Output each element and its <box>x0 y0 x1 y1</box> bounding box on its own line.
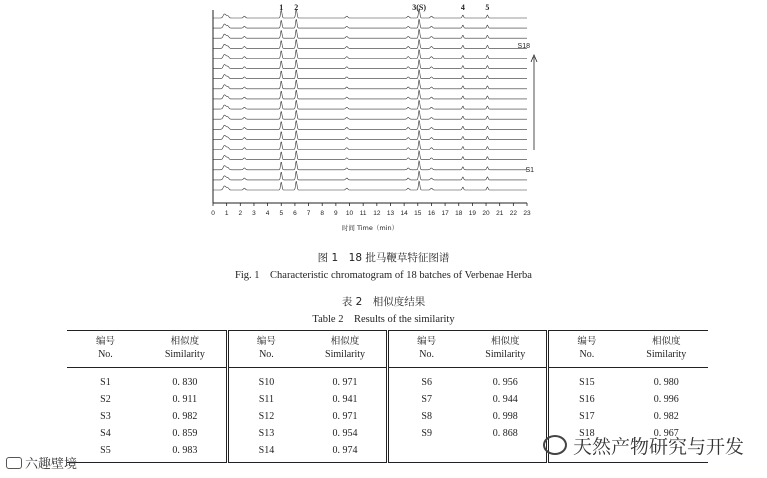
cell-no <box>387 442 464 463</box>
peak-label: 5 <box>485 3 490 12</box>
figure-caption-cn: 图 1 18 批马鞭草特征图谱 <box>317 252 450 264</box>
trace-line <box>213 19 527 28</box>
x-tick-label: 21 <box>496 210 504 217</box>
cell-similarity: 0. 971 <box>304 368 387 392</box>
cell-similarity: 0. 982 <box>653 411 679 422</box>
x-tick-label: 22 <box>509 210 517 217</box>
table-caption-en: Table 2 Results of the similarity <box>312 314 455 325</box>
watermark-right: 天然产物研究与开发 <box>543 432 744 459</box>
cell-no: S11 <box>258 394 275 405</box>
x-tick-label: 1 <box>224 210 229 217</box>
trace-line <box>213 70 527 79</box>
x-tick-label: 14 <box>400 210 408 217</box>
x-tick-label: 10 <box>345 210 354 217</box>
wechat-icon <box>543 435 567 455</box>
x-tick-label: 3 <box>252 210 256 217</box>
watermark-left: 六趣壁境 <box>6 453 77 472</box>
cell-no: S5 <box>67 442 144 463</box>
trace-line <box>213 100 527 109</box>
trace-line <box>213 181 527 190</box>
cell-no: S9 <box>421 428 432 439</box>
cell-no: S3 <box>100 411 111 422</box>
cell-similarity: 0. 980 <box>653 377 679 388</box>
header-no: 编号 No. <box>67 331 144 368</box>
x-tick-label: 20 <box>482 210 490 217</box>
table-header-row <box>67 331 708 368</box>
cell-no: S7 <box>421 394 432 405</box>
header-similarity: 相似度 Similarity <box>304 331 387 368</box>
x-tick-label: 13 <box>386 210 395 217</box>
x-tick-label: 4 <box>265 210 270 217</box>
table-row <box>67 368 708 392</box>
trace-label-s1: S1 <box>525 167 534 174</box>
cell-no: S14 <box>227 442 304 463</box>
figure-caption-en: Fig. 1 Characteristic chromatogram of 18 batches of Verbenae Herba <box>235 270 532 281</box>
cell-similarity: 0. 954 <box>304 425 387 442</box>
x-tick-label: 12 <box>373 210 381 217</box>
cell-no: S18 <box>579 428 595 439</box>
cell-no: S1 <box>100 377 111 388</box>
cell-no: S2 <box>100 394 111 405</box>
x-tick-label: 8 <box>320 210 325 217</box>
peak-label: 4 <box>460 3 465 12</box>
trace-line <box>213 50 527 59</box>
cell-similarity: 0. 830 <box>144 368 227 392</box>
cell-similarity: 0. 998 <box>464 408 547 425</box>
header-similarity: 相似度 Similarity <box>144 331 227 368</box>
trace-line <box>213 40 527 49</box>
x-tick-label: 6 <box>293 210 297 217</box>
cell-no: S15 <box>579 377 595 388</box>
cell-no: S12 <box>258 411 275 422</box>
cell-no: S13 <box>258 428 275 439</box>
trace-line <box>213 29 527 38</box>
cell-similarity: 0. 967 <box>653 428 679 439</box>
cell-similarity: 0. 996 <box>653 394 679 405</box>
table-row <box>67 391 708 408</box>
header-no: 编号 No. <box>387 331 464 368</box>
peak-label: 3(S) <box>412 3 427 12</box>
cell-no: S4 <box>100 428 111 439</box>
x-tick-label: 9 <box>334 210 338 217</box>
trace-line <box>213 60 527 69</box>
cell-similarity: 0. 982 <box>144 408 227 425</box>
x-tick-label: 16 <box>427 210 436 217</box>
cell-no: S8 <box>421 411 432 422</box>
cell-similarity: 0. 941 <box>304 391 387 408</box>
trace-label-s18: S18 <box>517 43 530 50</box>
trace-line <box>213 171 527 180</box>
trace-line <box>213 80 527 89</box>
header-no: 编号 No. <box>548 331 625 368</box>
header-similarity: 相似度 Similarity <box>464 331 547 368</box>
table-row <box>67 408 708 425</box>
trace-line <box>213 110 527 119</box>
peak-label: 1 <box>279 3 284 12</box>
cell-similarity: 0. 859 <box>144 425 227 442</box>
cell-no: S16 <box>579 394 595 405</box>
peak-label: 2 <box>294 3 299 12</box>
trace-line <box>213 9 527 18</box>
trace-line <box>213 141 527 150</box>
camera-icon <box>6 457 22 469</box>
header-no: 编号 No. <box>227 331 304 368</box>
trace-line <box>213 161 527 170</box>
cell-similarity: 0. 868 <box>464 425 547 442</box>
cell-no: S17 <box>579 411 595 422</box>
x-tick-label: 7 <box>306 210 311 217</box>
x-tick-label: 19 <box>468 210 477 217</box>
x-tick-label: 0 <box>211 210 215 217</box>
x-tick-label: 11 <box>359 210 367 217</box>
cell-no: S6 <box>421 377 432 388</box>
chromatogram-chart <box>205 0 540 238</box>
cell-similarity: 0. 983 <box>144 442 227 463</box>
trace-line <box>213 90 527 99</box>
cell-no: S10 <box>258 377 275 388</box>
table-caption-cn: 表 2 相似度结果 <box>341 296 426 308</box>
cell-similarity <box>464 442 547 463</box>
x-tick-label: 18 <box>455 210 463 217</box>
cell-similarity: 0. 956 <box>464 368 547 392</box>
x-tick-label: 23 <box>523 210 531 217</box>
cell-similarity: 0. 944 <box>464 391 547 408</box>
header-similarity: 相似度 Similarity <box>625 331 708 368</box>
cell-similarity: 0. 971 <box>304 408 387 425</box>
cell-similarity: 0. 974 <box>304 442 387 463</box>
trace-line <box>213 121 527 130</box>
x-tick-label: 5 <box>279 210 284 217</box>
x-tick-label: 15 <box>414 210 422 217</box>
trace-line <box>213 131 527 140</box>
cell-similarity: 0. 911 <box>144 391 227 408</box>
x-tick-label: 2 <box>238 210 243 217</box>
x-tick-label: 17 <box>441 210 449 217</box>
x-axis-label: 时间 Time（min） <box>341 224 399 232</box>
trace-line <box>213 151 527 160</box>
